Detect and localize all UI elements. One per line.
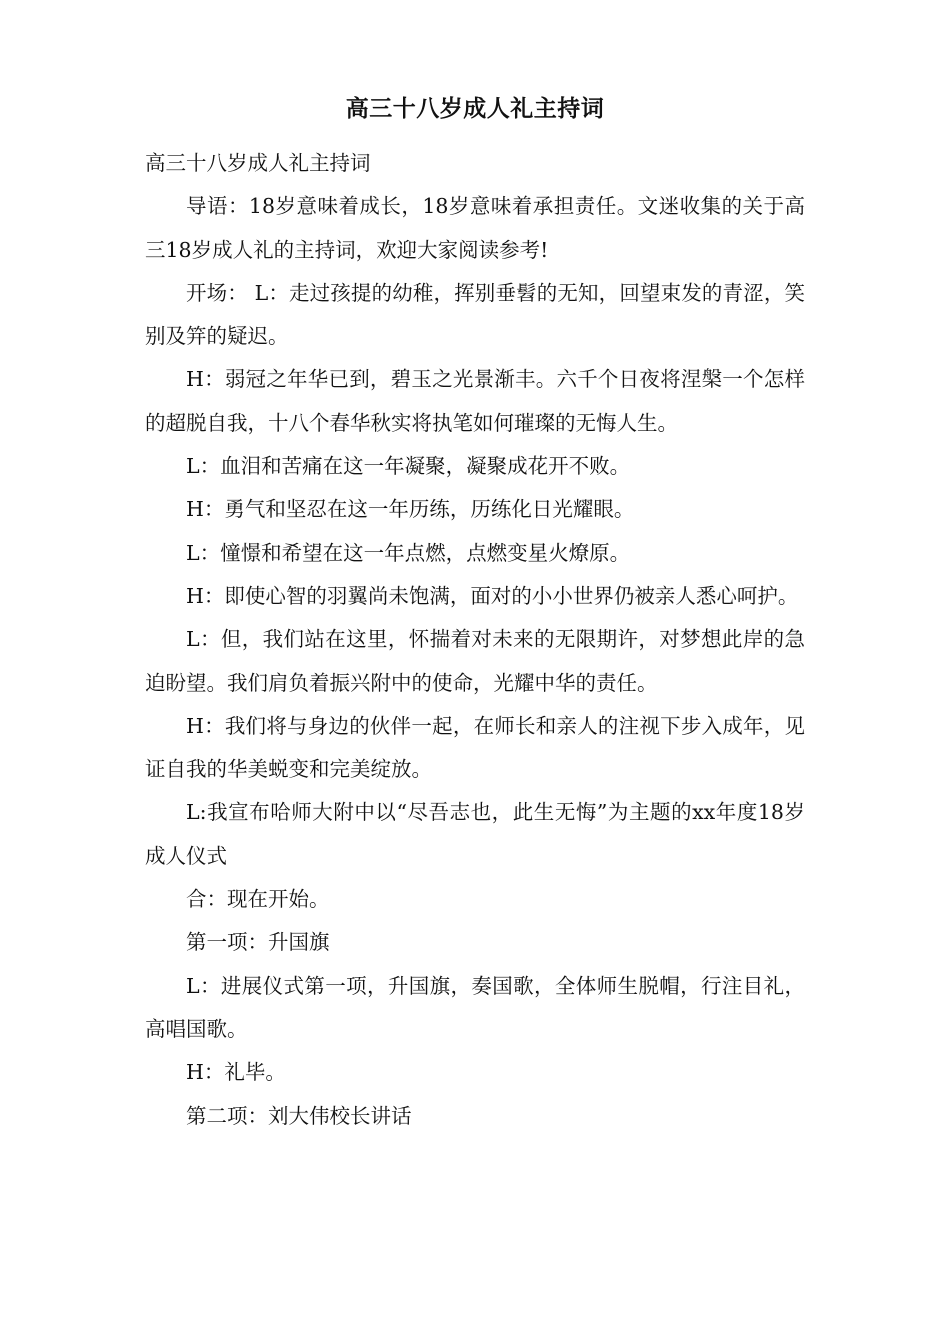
document-body [145,142,805,1138]
document-title: 高三十八岁成人礼主持词 [345,95,605,122]
paragraph: H：即使心智的羽翼尚未饱满，面对的小小世界仍被亲人悉心呵护。 [186,583,799,608]
paragraph: H：礼毕。 [186,1060,286,1085]
paragraph: L：但，我们站在这里，怀揣着对未来的无限期许，对梦想此岸的急迫盼望。我们肩负着振兴附中的使命，光耀中华的责任。 [145,627,805,695]
paragraph-opening: 开场： L：走过孩提的幼稚，挥别垂髫的无知，回望束发的青涩，笑别及笄的疑迟。 [145,280,805,349]
section-heading: 第二项：刘大伟校长讲话 [186,1103,412,1128]
paragraph: L:我宣布哈师大附中以“尽吾志也，此生无悔”为主题的xx年度18岁成人仪式 [145,800,805,868]
paragraph-subtitle: 高三十八岁成人礼主持词 [145,151,371,175]
paragraph: H：勇气和坚忍在这一年历练，历练化日光耀眼。 [186,497,635,522]
paragraph: L：进展仪式第一项，升国旗，奏国歌，全体师生脱帽，行注目礼，高唱国歌。 [145,973,805,1041]
paragraph: L：憧憬和希望在这一年点燃，点燃变星火燎原。 [186,540,631,565]
section-heading: 第一项：升国旗 [186,930,330,955]
paragraph: 合：现在开始。 [186,887,330,912]
paragraph: H：弱冠之年华已到，碧玉之光景渐丰。六千个日夜将涅槃一个怎样的超脱自我，十八个春华秋实将执笔如何璀璨的无悔人生。 [145,367,805,435]
paragraph: L：血泪和苦痛在这一年凝聚，凝聚成花开不败。 [186,454,631,479]
paragraph-intro: 导语：18岁意味着成长，18岁意味着承担责任。文迷收集的关于高三18岁成人礼的主持词，欢迎大家阅读参考! [145,194,805,262]
paragraph: H：我们将与身边的伙伴一起，在师长和亲人的注视下步入成年，见证自我的华美蜕变和完美绽放。 [145,713,805,782]
